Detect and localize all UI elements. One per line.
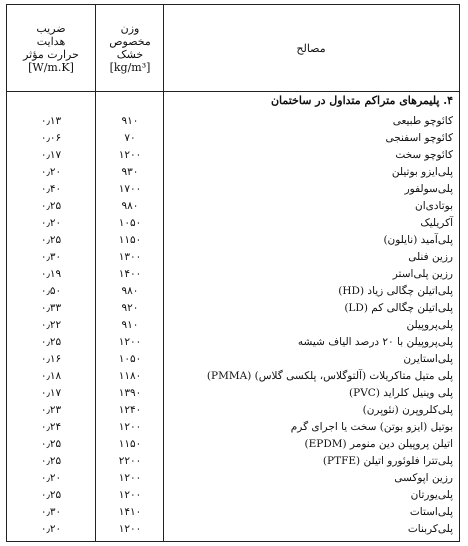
- material-name: پلی‌پروپیلن با ۲۰ درصد الیاف شیشه: [297, 336, 453, 348]
- table-row: [7, 351, 459, 369]
- density-value: ۷۰: [124, 132, 136, 144]
- header-density: [97, 5, 163, 91]
- table-row: [7, 436, 459, 454]
- table-row: [7, 402, 459, 420]
- table-row: [7, 487, 459, 505]
- density-value: ۹۸۰: [121, 200, 139, 212]
- table-row: [7, 317, 459, 335]
- material-name: پلی‌استایرن: [403, 353, 453, 365]
- density-value: ۱۲۴۰: [118, 404, 142, 416]
- section-title: ۴. پلیمرهای متراکم متداول در ساختمان: [270, 94, 453, 107]
- material-name: پلی‌کلروپرن (نئوپرن): [362, 404, 453, 416]
- table-row: [7, 470, 459, 488]
- conductivity-value: ۰٫۳۰: [40, 506, 62, 518]
- material-name: پلی‌سولفور: [404, 183, 453, 195]
- conductivity-value: ۰٫۲۴: [40, 421, 62, 433]
- header-conductivity: [7, 5, 95, 91]
- table-header: [7, 5, 459, 92]
- material-name: پلی‌اتیلن چگالی کم (LD): [344, 302, 453, 314]
- conductivity-value: ۰٫۰۶: [40, 132, 62, 144]
- conductivity-value: ۰٫۴۰: [40, 183, 62, 195]
- conductivity-value: ۰٫۲۲: [40, 319, 62, 331]
- table-row: [7, 300, 459, 318]
- header-density-line-2: مخصوص: [109, 35, 151, 48]
- conductivity-value: ۰٫۲۵: [40, 200, 62, 212]
- conductivity-value: ۰٫۲۵: [40, 336, 62, 348]
- header-conductivity-line-2: هدایت: [36, 35, 66, 48]
- density-value: ۱۲۰۰: [118, 523, 142, 535]
- material-name: آکریلیک: [420, 217, 453, 229]
- density-value: ۲۲۰۰: [118, 455, 142, 467]
- table-row: [7, 215, 459, 233]
- header-density-line-3: خشک: [116, 48, 144, 61]
- material-name: بوتیل (ایزو بوتن) سخت یا اجرای گرم: [290, 421, 453, 433]
- conductivity-value: ۰٫۲۵: [40, 438, 62, 450]
- table-row: [7, 181, 459, 199]
- material-name: پلی وینیل کلراید (PVC): [349, 387, 453, 399]
- conductivity-value: ۰٫۱۹: [40, 268, 62, 280]
- density-value: ۱۳۰۰: [118, 251, 142, 263]
- density-value: ۱۳۹۰: [118, 387, 142, 399]
- header-material: [163, 5, 459, 91]
- conductivity-value: ۰٫۳۰: [40, 251, 62, 263]
- density-value: ۱۲۰۰: [118, 421, 142, 433]
- material-name: پلی‌پروپیلن: [406, 319, 453, 331]
- material-name: بوتادی‌ان: [415, 200, 453, 212]
- material-name: پلی‌تترا فلوئورو اتیلن (PTFE): [322, 455, 453, 467]
- density-value: ۹۳۰: [121, 166, 139, 178]
- table-row: [7, 368, 459, 386]
- material-name: پلی‌آمید (نایلون): [383, 234, 453, 246]
- table-row: [7, 198, 459, 216]
- conductivity-value: ۰٫۲۵: [40, 455, 62, 467]
- header-density-line-1: وزن: [120, 22, 140, 35]
- density-value: ۹۱۰: [121, 115, 139, 127]
- density-value: ۱۲۰۰: [118, 149, 142, 161]
- material-name: پلی‌ایزو بوتیلن: [391, 166, 453, 178]
- conductivity-value: ۰٫۲۰: [40, 217, 62, 229]
- density-value: ۱۱۸۰: [118, 370, 142, 382]
- conductivity-value: ۰٫۱۸: [40, 370, 62, 382]
- density-value: ۹۸۰: [121, 285, 139, 297]
- density-value: ۱۲۰۰: [118, 336, 142, 348]
- material-name: رزین پلی‌استر: [392, 268, 453, 280]
- conductivity-value: ۰٫۱۶: [40, 353, 62, 365]
- table-row: [7, 147, 459, 165]
- conductivity-value: ۰٫۱۳: [40, 115, 62, 127]
- header-conductivity-unit: [W/m.K]: [28, 61, 74, 74]
- material-name: پلی‌کربنات: [407, 523, 453, 535]
- header-material-label: مصالح: [296, 41, 326, 55]
- table-row: [7, 521, 459, 539]
- density-value: ۱۱۵۰: [118, 438, 142, 450]
- material-name: پلی متیل متاکریلات (آلتوگلاس، پلکسی گلاس) (PMMA): [206, 370, 453, 382]
- material-name: کائوچو اسفنجی: [385, 132, 453, 144]
- conductivity-value: ۰٫۵۰: [40, 285, 62, 297]
- conductivity-value: ۰٫۲۳: [40, 404, 62, 416]
- material-name: پلی‌یورتان: [410, 489, 453, 501]
- conductivity-value: ۰٫۱۷: [40, 387, 62, 399]
- conductivity-value: ۰٫۱۷: [40, 149, 62, 161]
- header-density-unit: [kg/m³]: [109, 61, 151, 74]
- table-row: [7, 504, 459, 522]
- density-value: ۱۴۱۰: [118, 506, 142, 518]
- conductivity-value: ۰٫۲۰: [40, 166, 62, 178]
- conductivity-value: ۰٫۲۵: [40, 489, 62, 501]
- table-row: [7, 334, 459, 352]
- material-name: رزین اپوکسی: [394, 472, 453, 484]
- conductivity-value: ۰٫۲۰: [40, 523, 62, 535]
- density-value: ۹۲۰: [121, 302, 139, 314]
- table-row: [7, 164, 459, 182]
- header-conductivity-line-1: ضریب: [36, 22, 66, 35]
- conductivity-value: ۰٫۲۰: [40, 472, 62, 484]
- density-value: ۱۰۵۰: [118, 353, 142, 365]
- density-value: ۱۰۵۰: [118, 217, 142, 229]
- material-name: پلی‌اتیلن چگالی زیاد (HD): [338, 285, 453, 297]
- table-row: [7, 266, 459, 284]
- table-row: [7, 113, 459, 131]
- material-name: کائوچو سخت: [395, 149, 453, 161]
- material-name: پلی‌استات: [409, 506, 453, 518]
- table-row: [7, 232, 459, 250]
- table-row: [7, 453, 459, 471]
- density-value: ۹۱۰: [121, 319, 139, 331]
- material-name: اتیلن پروپیلن دین منومر (EPDM): [304, 438, 453, 450]
- conductivity-value: ۰٫۲۵: [40, 234, 62, 246]
- density-value: ۱۲۰۰: [118, 489, 142, 501]
- density-value: ۱۲۰۰: [118, 472, 142, 484]
- density-value: ۱۷۰۰: [118, 183, 142, 195]
- density-value: ۱۱۵۰: [118, 234, 142, 246]
- table-row: [7, 419, 459, 437]
- material-name: رزین فنلی: [408, 251, 453, 263]
- header-conductivity-line-3: حرارت مؤثر: [23, 48, 79, 61]
- table-row: [7, 385, 459, 403]
- conductivity-value: ۰٫۳۳: [40, 302, 62, 314]
- density-value: ۱۴۰۰: [118, 268, 142, 280]
- table-row: [7, 249, 459, 267]
- table-row: [7, 130, 459, 148]
- material-name: کائوچو طبیعی: [392, 115, 453, 127]
- material-table: [6, 4, 460, 542]
- table-row: [7, 283, 459, 301]
